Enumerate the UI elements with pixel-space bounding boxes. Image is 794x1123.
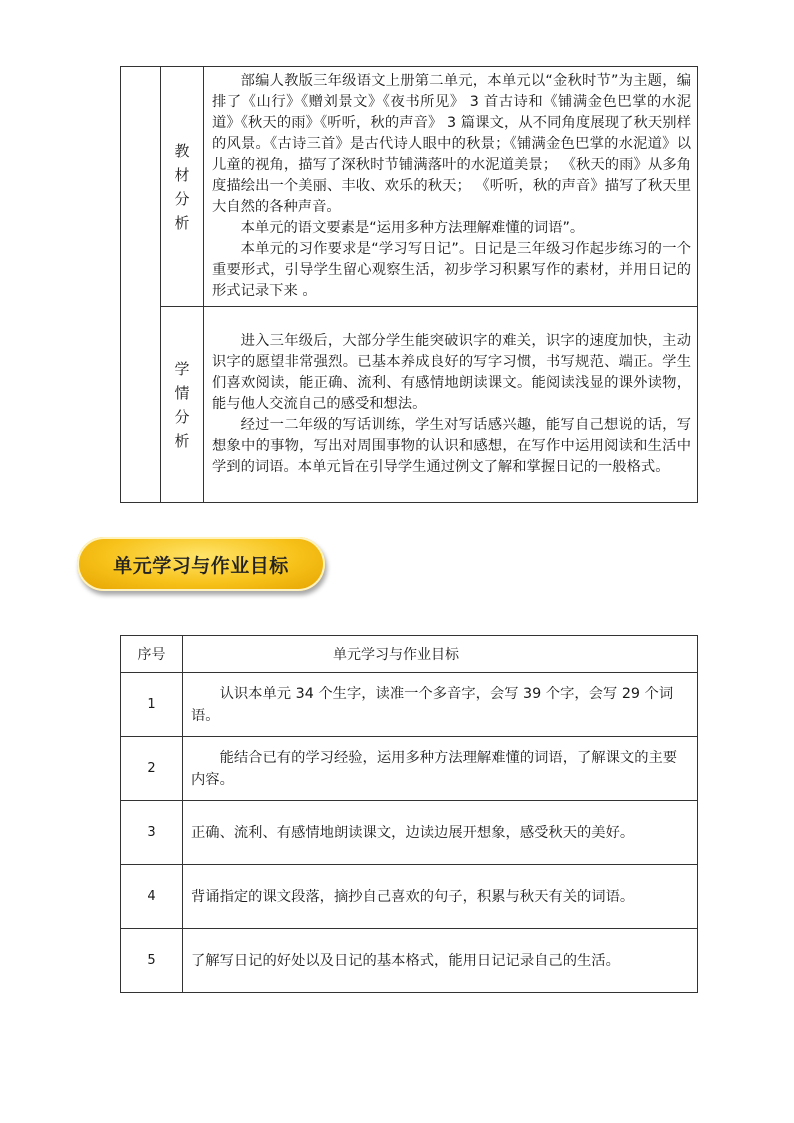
row-number: 2 [121,737,183,801]
table-header-row [121,636,698,673]
header-number: 序号 [121,636,183,673]
paragraph: 进入三年级后，大部分学生能突破识字的难关，识字的速度加快，主动识字的愿望非常强烈。已基本养成良好的写字习惯，书写规范、端正。学生们喜欢阅读，能正确、流利、有感情地朗读课文。能阅读浅显的课外读物，能与他人交流自己的感受和想法。 [212,333,691,412]
row-number: 5 [121,929,183,993]
table-row [121,673,698,737]
paragraph: 本单元的习作要求是“学习写日记”。日记是三年级习作起步练习的一个重要形式，引导学生留心观察生活，初步学习积累写作的素材，并用日记的形式记录下来 。 [212,241,691,299]
section-heading-badge [77,537,325,591]
row-number: 3 [121,801,183,865]
textbook-analysis-label [161,67,204,307]
label-char: 析 [174,431,190,450]
row-goal: 认识本单元 34 个生字，读准一个多音字，会写 39 个字，会写 29 个词语。 [183,673,698,737]
table-row [121,929,698,993]
paragraph: 部编人教版三年级语文上册第二单元，本单元以“金秋时节”为主题，编排了《山行》《赠刘景文》《夜书所见》 3 首古诗和《铺满金色巴掌的水泥道》《秋天的雨》《听听，秋的声音》 3 篇课文，从不同角度展现了秋天别样的风景。《古诗三首》是古代诗人眼中的秋景；《铺满金色巴掌的水泥道》以儿童的视角，描写了深秋时节铺满落叶的水泥道美景； 《秋天的雨》从多角度描绘出一个美丽、丰收、欢乐的秋天； 《听听，秋的声音》描写了秋天里大自然的各种声音。 [212,73,691,215]
textbook-analysis-text [204,67,698,307]
paragraph: 本单元的语文要素是“运用多种方法理解难懂的词语”。 [240,220,585,236]
table-row [121,865,698,929]
label-char: 分 [174,407,190,426]
label-char: 分 [174,189,190,208]
header-goal: 单元学习与作业目标 [183,636,698,673]
label-char: 析 [174,213,190,232]
table-row [121,737,698,801]
analysis-table [120,66,698,503]
textbook-analysis-row [121,67,698,307]
section-heading: 单元学习与作业目标 [113,554,289,577]
paragraph: 经过一二年级的写话训练，学生对写话感兴趣，能写自己想说的话，写想象中的事物，写出对周围事物的认识和感想，在写作中运用阅读和生活中学到的词语。本单元旨在引导学生通过例文了解和掌握日记的一般格式。 [212,417,691,475]
student-analysis-text [204,307,698,503]
goals-table [120,635,698,993]
row-goal: 了解写日记的好处以及日记的基本格式，能用日记记录自己的生活。 [183,929,698,993]
label-char: 学 [174,359,190,378]
row-goal: 正确、流利、有感情地朗读课文，边读边展开想象，感受秋天的美好。 [183,801,698,865]
student-analysis-label [161,307,204,503]
table-row [121,801,698,865]
row-goal: 能结合已有的学习经验，运用多种方法理解难懂的词语，了解课文的主要内容。 [183,737,698,801]
row-goal: 背诵指定的课文段落，摘抄自己喜欢的句子，积累与秋天有关的词语。 [183,865,698,929]
label-char: 教 [174,141,190,160]
label-char: 情 [174,383,190,402]
row-number: 1 [121,673,183,737]
row-number: 4 [121,865,183,929]
student-analysis-row [121,307,698,503]
label-char: 材 [174,165,190,184]
blank-left-cell [121,67,161,503]
